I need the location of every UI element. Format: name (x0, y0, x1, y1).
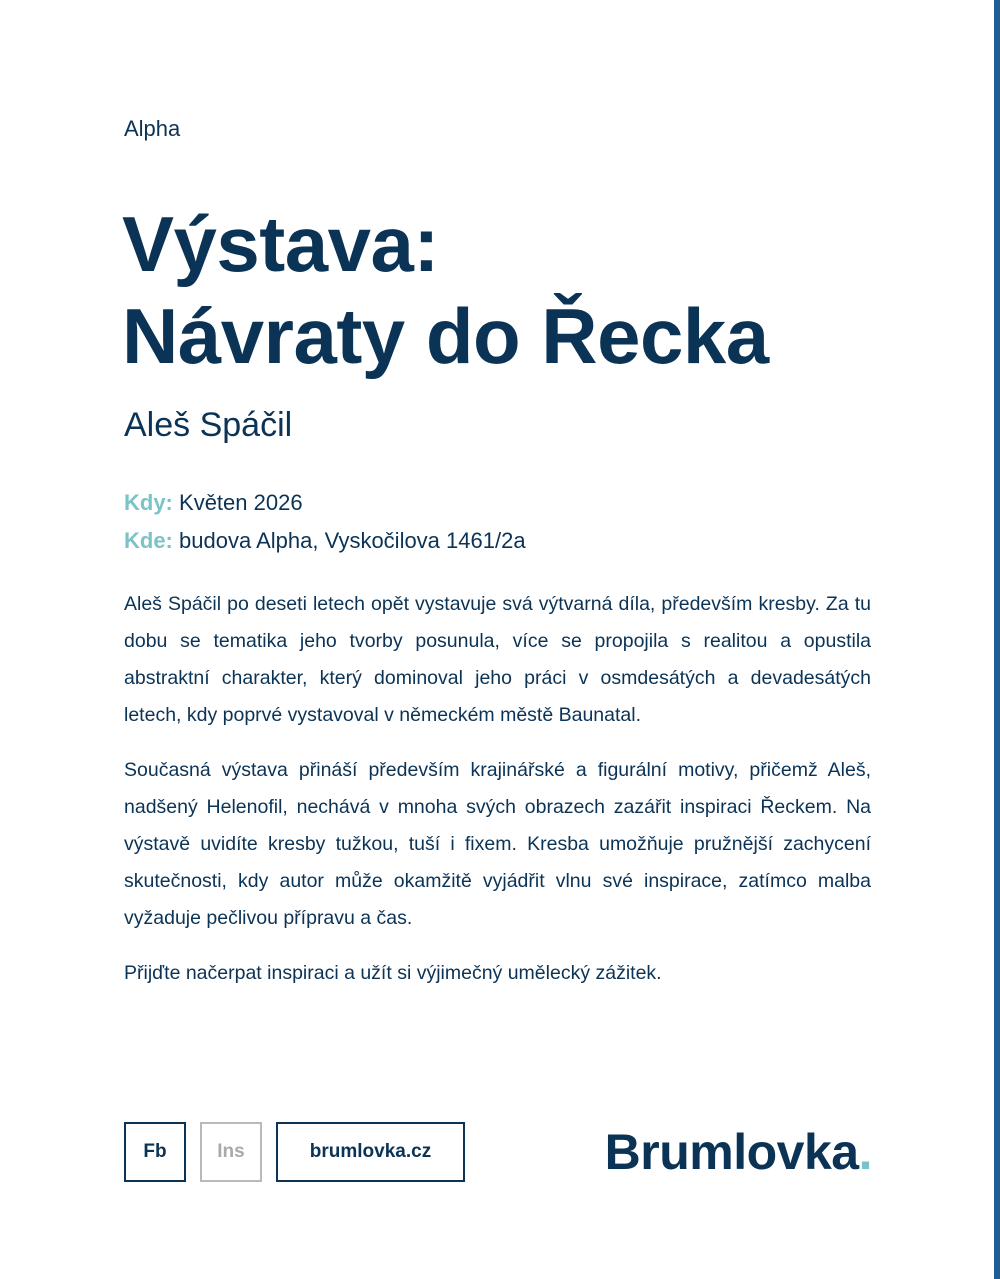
when-value: Květen 2026 (179, 490, 303, 515)
title-line-2: Návraty do Řecka (122, 292, 769, 380)
website-button[interactable]: brumlovka.cz (276, 1122, 465, 1182)
title-line-1: Výstava: (122, 200, 439, 288)
building-label: Alpha (124, 116, 181, 141)
social-links (124, 1122, 465, 1182)
event-details (124, 484, 526, 560)
brumlovka-logo (604, 1122, 872, 1182)
logo-text: Brumlovka (604, 1124, 859, 1180)
description (124, 586, 871, 1010)
when-label: Kdy: (124, 490, 173, 515)
when-row (124, 484, 526, 522)
page-title (122, 198, 769, 382)
facebook-button[interactable]: Fb (124, 1122, 186, 1182)
instagram-button[interactable]: Ins (200, 1122, 262, 1182)
where-value: budova Alpha, Vyskočilova 1461/2a (179, 528, 526, 553)
paragraph: Přijďte načerpat inspiraci a užít si výjimečný umělecký zážitek. (124, 962, 662, 984)
author-name: Aleš Spáčil (124, 406, 293, 444)
logo-dot: . (858, 1124, 872, 1180)
where-row (124, 522, 526, 560)
paragraph: Aleš Spáčil po deseti letech opět vystavuje svá výtvarná díla, především kresby. Za tu dobu se tematika jeho tvorby posunula, více se propojila s realitou a opustila abstraktní charakter, který dominoval jeho práci v osmdesátých a devadesátých letech, kdy poprvé vystavoval v německém městě Baunatal. (124, 593, 871, 726)
paragraph: Současná výstava přináší především krajinářské a figurální motivy, přičemž Aleš, nadšený Helenofil, nechává v mnoha svých obrazech zazářit inspiraci Řeckem. Na výstavě uvidíte kresby tužkou, tuší i fixem. Kresba umožňuje pružnější zachycení skutečnosti, kdy autor může okamžitě vyjádřit vlnu své inspirace, zatímco malba vyžaduje pečlivou přípravu a čas. (124, 759, 871, 929)
where-label: Kde: (124, 528, 173, 553)
edge-accent-bar (994, 0, 1000, 1279)
